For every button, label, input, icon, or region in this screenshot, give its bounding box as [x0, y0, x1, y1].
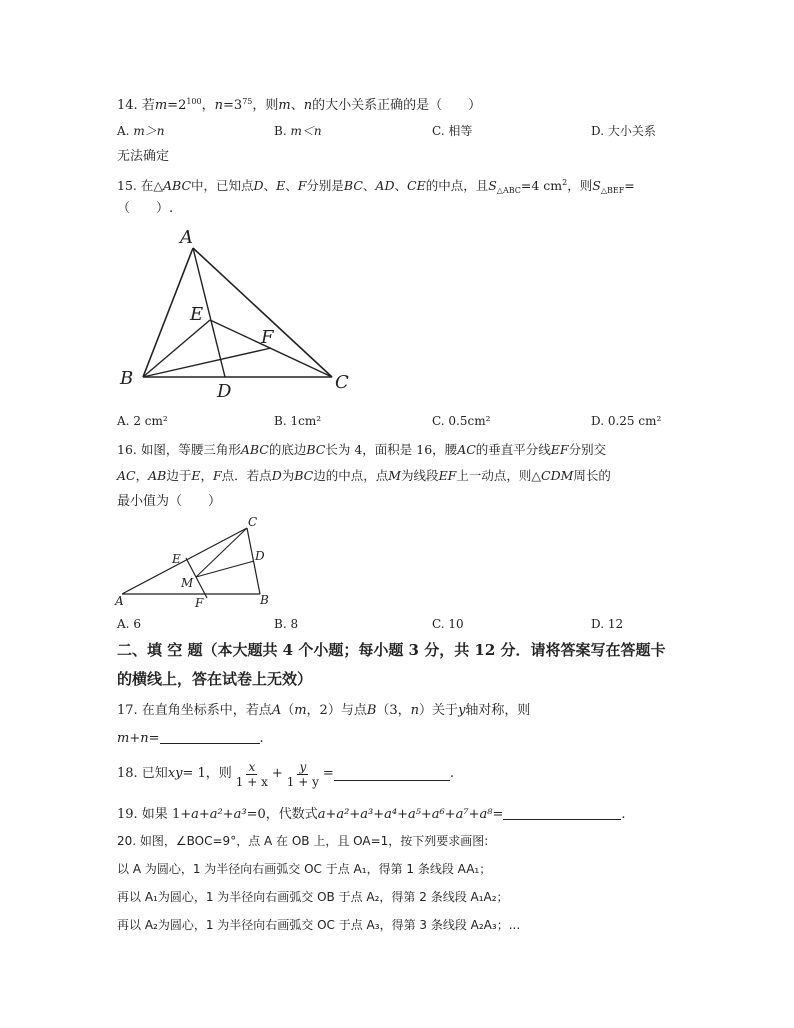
q15-stem: [117, 175, 635, 199]
var-ef: EF: [438, 468, 457, 483]
q17-answer-line: [117, 731, 264, 747]
option-text: 0.25 cm²: [607, 414, 662, 428]
var-b: B: [366, 703, 377, 718]
label-m: M: [181, 576, 194, 590]
var-abc: ABC: [240, 442, 269, 457]
exponent: 100: [186, 97, 202, 106]
q18-text: 18. 已知: [117, 766, 168, 781]
var-ce: CE: [407, 178, 426, 193]
q15-text: 、: [394, 178, 407, 193]
option-text: 相等: [448, 124, 473, 138]
q14-text: 的大小关系正确的是（ ）: [312, 98, 482, 113]
var-ab: AB: [148, 468, 167, 483]
var-s: S: [592, 178, 601, 193]
option-text: 1cm²: [290, 414, 322, 428]
q17-text: ）关于: [419, 703, 459, 718]
q14-option-b[interactable]: [274, 122, 322, 139]
var-e: E: [191, 468, 201, 483]
q16-text: 长为 4，面积是 16，腰: [325, 442, 458, 457]
numerator: x: [248, 759, 256, 774]
q17-text: .: [259, 731, 264, 746]
var-e: E: [276, 178, 286, 193]
subscript: △ABC: [496, 186, 521, 195]
exponent: 2: [562, 178, 568, 187]
option-label: A.: [117, 617, 130, 631]
var-abc: ABC: [163, 178, 192, 193]
q18-stem: [117, 757, 454, 791]
q18-text: .: [449, 766, 454, 781]
q20-line2: 以 A 为圆心，1 为半径向右画弧交 OC 于点 A₁，得第 1 条线段 AA₁；: [117, 862, 492, 876]
q16-triangle-figure: [112, 514, 282, 612]
label-d: D: [255, 549, 265, 563]
q15-triangle-figure: [110, 222, 370, 402]
var-d: D: [271, 468, 282, 483]
var-d: D: [253, 178, 264, 193]
q15-text: 分别是: [306, 178, 344, 193]
option-label: D.: [591, 124, 605, 138]
var-ac: AC: [117, 468, 136, 483]
q16-option-d[interactable]: [591, 617, 623, 631]
q16-text: 16. 如图，等腰三角形: [117, 442, 241, 457]
q17-text: 轴对称，则: [465, 703, 531, 718]
answer-blank[interactable]: [334, 768, 450, 781]
denominator: 1 + x: [235, 774, 268, 789]
q15-text: 在△: [140, 178, 163, 193]
fraction-y: [285, 760, 321, 789]
var-f: F: [212, 468, 222, 483]
option-label: D.: [591, 617, 605, 631]
q15-option-c[interactable]: [432, 414, 490, 428]
var-ef: EF: [550, 442, 569, 457]
var-s: S: [488, 178, 497, 193]
q16-text: 上一动点，则△: [456, 468, 541, 483]
option-text: m＞n: [133, 124, 165, 138]
edge-ab: [143, 248, 193, 377]
var-y: y: [458, 703, 466, 718]
option-label: C.: [432, 617, 445, 631]
q15-text: 的中点，且: [425, 178, 489, 193]
var-n: n: [303, 98, 313, 113]
q14-text: =3: [223, 98, 243, 113]
numerator: y: [299, 759, 307, 774]
option-label: B.: [274, 124, 287, 138]
q16-stem-line3: 最小值为（ ）: [117, 494, 222, 509]
label-e: E: [190, 304, 204, 325]
q14-option-c[interactable]: [432, 122, 472, 139]
q19-text: =0，代数式: [246, 807, 318, 822]
q18-text: = 1，则: [182, 766, 232, 781]
q20-line4: 再以 A₂为圆心，1 为半径向右画弧交 OC 于点 A₃，得第 3 条线段 A₂A₃；...: [117, 918, 521, 932]
q16-text: 的底边: [268, 442, 307, 457]
q16-text: 边于: [166, 468, 192, 483]
q15-option-d[interactable]: [591, 414, 661, 428]
q18-text: =: [322, 766, 334, 781]
q16-text: ，: [200, 468, 213, 483]
q15-paren: （ ）.: [117, 201, 174, 216]
option-text: 大小关系: [607, 124, 656, 138]
var-bc: BC: [306, 442, 326, 457]
fraction-x: [234, 760, 270, 789]
var-cdm: CDM: [541, 468, 574, 483]
segment-be: [143, 320, 210, 377]
q15-text: ，则: [567, 178, 593, 193]
q16-stem-line2: [117, 468, 611, 484]
q14-text: ，则: [252, 98, 279, 113]
q15-text: 、: [285, 178, 298, 193]
q14-number: 14.: [117, 98, 138, 113]
var-n: n: [214, 98, 224, 113]
q19-stem: [117, 807, 626, 823]
q17-text: （3，: [376, 703, 411, 718]
q16-text: 点．若点: [221, 468, 272, 483]
option-text: 6: [133, 617, 141, 631]
q15-text: 中，已知点: [191, 178, 254, 193]
var-ad: AD: [375, 178, 395, 193]
q17-stem: [117, 703, 530, 719]
label-f: F: [195, 596, 204, 610]
q19-text: .: [621, 807, 626, 822]
q14-option-a[interactable]: [117, 122, 164, 139]
q15-number: 15.: [117, 178, 137, 193]
var-m: m: [294, 703, 307, 718]
label-b: B: [120, 368, 134, 389]
q14-text: ，: [201, 98, 215, 113]
q14-text: =2: [167, 98, 187, 113]
var-xy: xy: [167, 766, 183, 781]
q14-stem: [117, 94, 481, 114]
option-text: 0.5cm²: [448, 414, 491, 428]
label-b: B: [260, 593, 269, 607]
q14-option-d-cont: 无法确定: [117, 149, 170, 164]
label-a: A: [115, 594, 124, 608]
q17-expr: m+n=: [117, 731, 160, 746]
q15-text: =4 cm: [520, 178, 563, 193]
var-a: A: [271, 703, 282, 718]
q16-text: ，: [135, 468, 149, 483]
label-c: C: [335, 372, 349, 393]
label-d: D: [217, 381, 232, 402]
option-label: A.: [117, 124, 130, 138]
q16-text: 周长的: [573, 468, 611, 483]
q16-text: 边的中点，点: [313, 468, 389, 483]
q17-text: 17. 在直角坐标系中，若点: [117, 703, 272, 718]
option-text: 12: [607, 617, 624, 631]
var-n: n: [410, 703, 420, 718]
q16-option-b[interactable]: [274, 617, 298, 631]
q14-text: 、: [290, 98, 304, 113]
segment-bf: [143, 348, 271, 377]
q16-stem-line1: [117, 442, 606, 458]
q14-text: 若: [141, 98, 155, 113]
exponent: 75: [242, 97, 253, 106]
var-bc: BC: [294, 468, 314, 483]
q19-expr: a+a²+a³: [191, 807, 247, 822]
option-label: D.: [591, 414, 605, 428]
option-text: 8: [290, 617, 299, 631]
q19-text: =: [492, 807, 504, 822]
option-label: B.: [274, 414, 287, 428]
var-m: M: [388, 468, 402, 483]
q14-option-d[interactable]: [591, 122, 656, 139]
q16-text: 分别交: [568, 442, 607, 457]
var-m: m: [154, 98, 168, 113]
q17-text: （: [281, 703, 295, 718]
var-bc: BC: [343, 178, 363, 193]
section2-heading-line1: 二、填 空 题（本大题共 4 个小题；每小题 3 分，共 12 分．请将答案写在答题卡: [117, 641, 666, 659]
option-label: C.: [432, 414, 445, 428]
option-label: B.: [274, 617, 287, 631]
q20-line1: 20. 如图，∠BOC=9°，点 A 在 OB 上，且 OA=1，按下列要求画图:: [117, 834, 489, 848]
q15-text: 、: [362, 178, 376, 193]
q20-line3: 再以 A₁为圆心，1 为半径向右画弧交 OB 于点 A₂，得第 2 条线段 A₁A₂；: [117, 890, 509, 904]
q15-option-a[interactable]: [117, 414, 168, 428]
answer-blank[interactable]: [160, 731, 260, 744]
q16-option-c[interactable]: [432, 617, 464, 631]
option-text: m＜n: [290, 124, 322, 138]
q18-text: +: [271, 766, 283, 781]
edge-ac: [193, 248, 332, 377]
label-e: E: [172, 552, 181, 566]
q19-text: 19. 如果 1+: [117, 807, 192, 822]
var-f: F: [297, 178, 307, 193]
q15-option-b[interactable]: [274, 414, 321, 428]
section2-heading-line2: 的横线上，答在试卷上无效）: [117, 670, 313, 688]
option-label: C.: [432, 124, 445, 138]
option-text: 10: [448, 617, 464, 631]
subscript: △BEF: [600, 186, 625, 195]
q17-text: ，2）与点: [306, 703, 367, 718]
var-ac: AC: [457, 442, 476, 457]
answer-blank[interactable]: [503, 807, 621, 820]
label-a: A: [180, 227, 193, 248]
label-f: F: [261, 327, 274, 348]
q19-expr: a+a²+a³+a⁴+a⁵+a⁶+a⁷+a⁸: [317, 807, 493, 822]
q16-option-a[interactable]: [117, 617, 141, 631]
q16-text: 为线段: [401, 468, 439, 483]
q16-text: 为: [281, 468, 295, 483]
denominator: 1 + y: [286, 774, 319, 789]
option-label: A.: [117, 414, 130, 428]
q15-text: 、: [263, 178, 277, 193]
var-m: m: [278, 98, 291, 113]
q15-text: =: [624, 178, 635, 193]
label-c: C: [248, 515, 258, 529]
q16-text: 的垂直平分线: [475, 442, 551, 457]
option-text: 2 cm²: [133, 414, 168, 428]
